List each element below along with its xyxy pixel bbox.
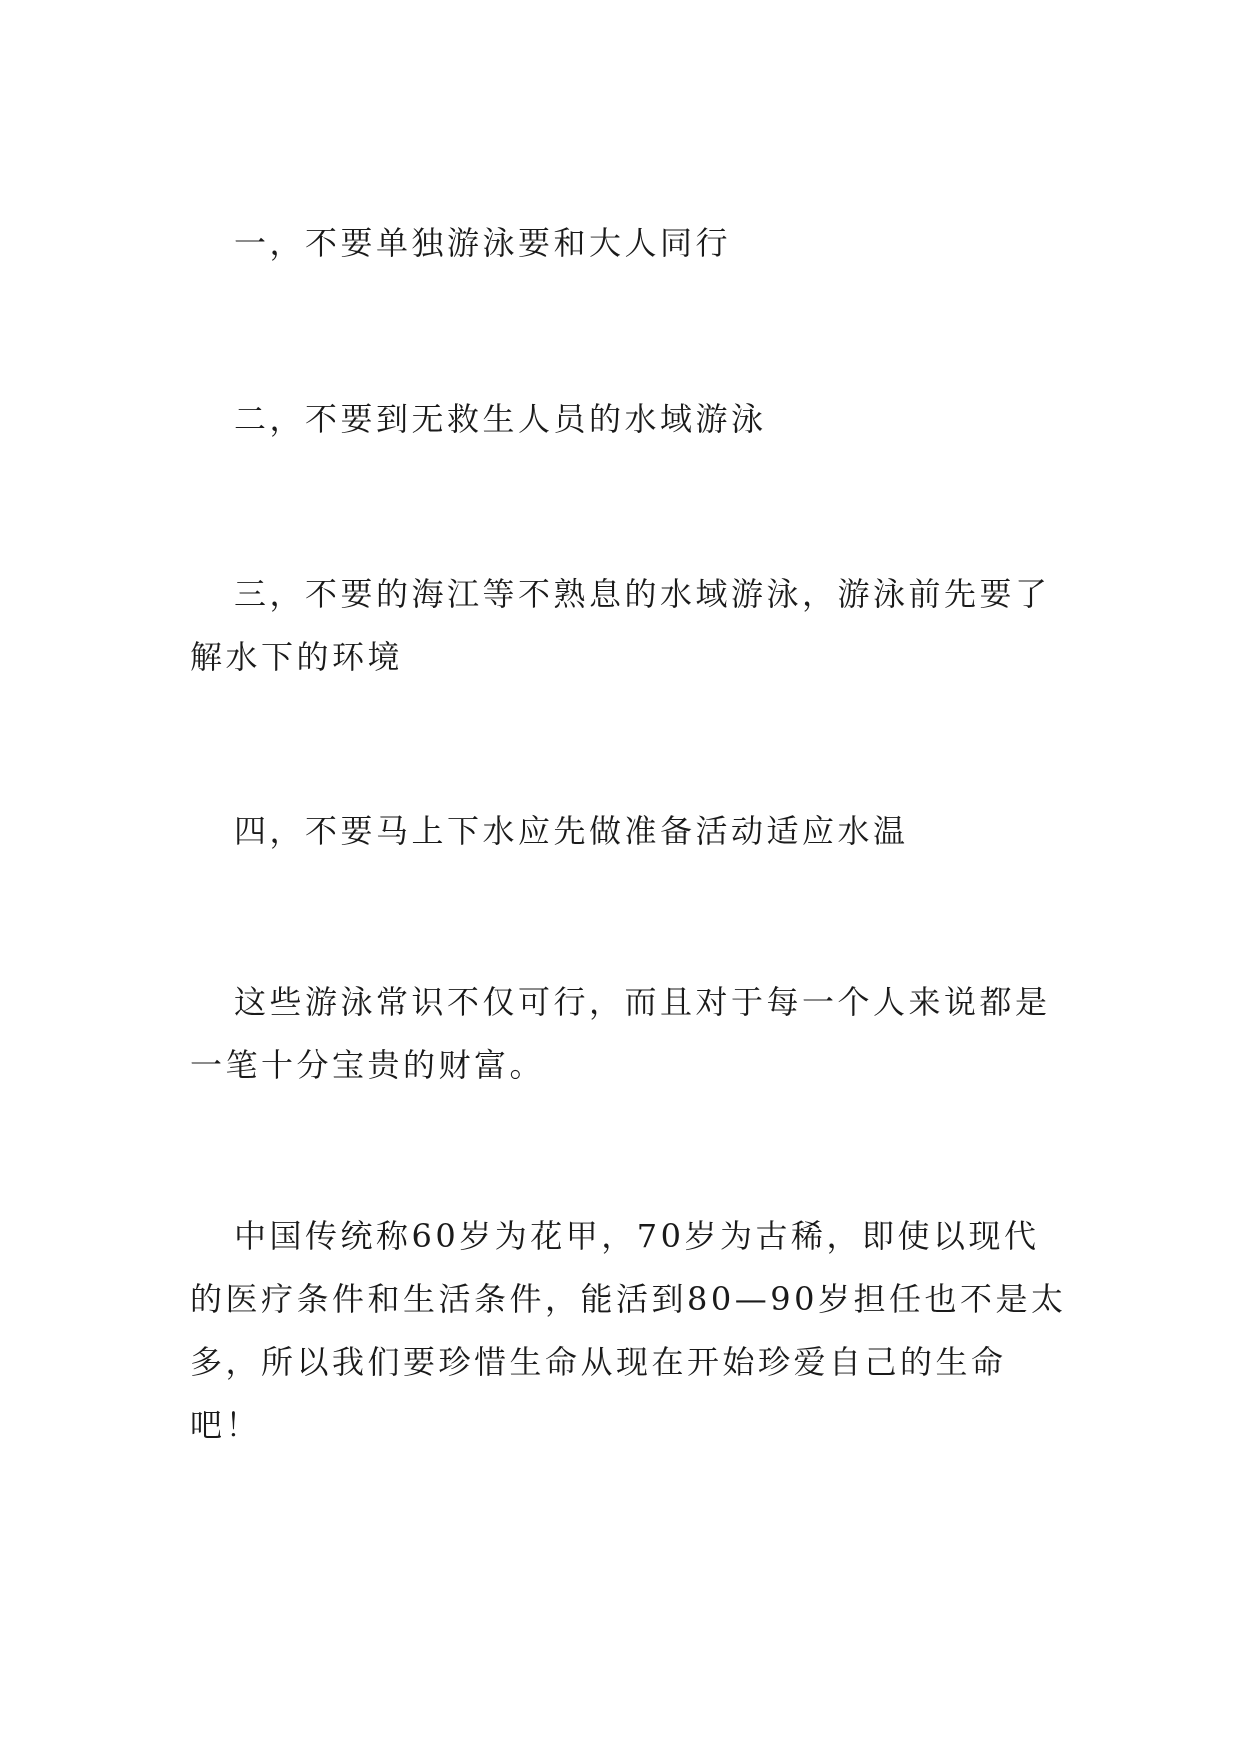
paragraph-rule-4: 四，不要马上下水应先做准备活动适应水温 xyxy=(234,812,909,850)
paragraph-summary: 这些游泳常识不仅可行，而且对于每一个人来说都是一笔十分宝贵的财富。 xyxy=(190,983,1051,1084)
paragraph-rule-3: 三，不要的海江等不熟息的水域游泳，游泳前先要了解水下的环境 xyxy=(190,575,1051,676)
paragraph-rule-1: 一，不要单独游泳要和大人同行 xyxy=(234,224,732,262)
paragraph-rule-2: 二，不要到无救生人员的水域游泳 xyxy=(234,400,767,438)
paragraph-conclusion: 中国传统称60岁为花甲，70岁为古稀，即使以现代的医疗条件和生活条件，能活到80—90岁担任也不是太多，所以我们要珍惜生命从现在开始珍爱自己的生命吧！ xyxy=(190,1217,1067,1444)
